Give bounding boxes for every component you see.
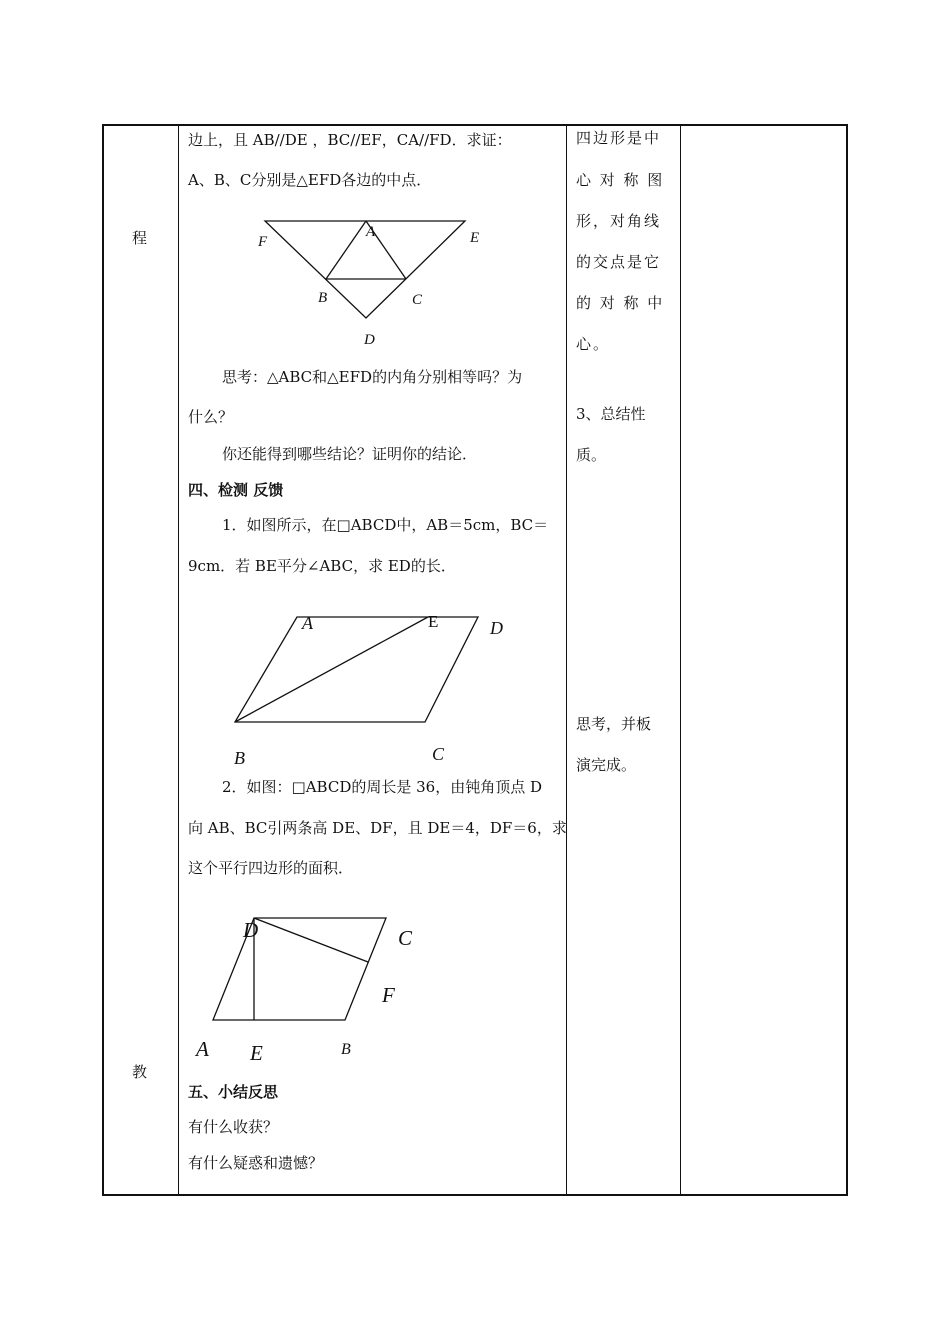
side-note-line5: 的 对 称 中	[576, 294, 665, 312]
label-D: D	[490, 618, 503, 638]
label-F: F	[258, 234, 268, 250]
label-D: D	[243, 918, 259, 942]
label-D: D	[364, 332, 375, 348]
problem-1-line1: 1．如图所示，在□ABCD中，AB＝5cm，BC＝	[222, 516, 549, 534]
problem-2-line1: 2．如图：□ABCD的周长是 36，由钝角顶点 D	[222, 778, 543, 796]
label-A: A	[196, 1037, 209, 1061]
side-note-line7: 3、总结性	[576, 405, 646, 423]
side-note-line9: 思考，并板	[576, 715, 652, 733]
label-E: E	[428, 612, 439, 631]
label-F: F	[382, 983, 395, 1007]
proof-text-line1: 边上，且 AB//DE ，BC//EF，CA//FD．求证：	[188, 131, 512, 149]
label-A: A	[302, 613, 313, 633]
section-heading-5: 五、小结反思	[188, 1083, 279, 1101]
problem-1-line2: 9cm．若 BE平分∠ABC，求 ED的长．	[188, 557, 456, 575]
process-char: 程	[132, 229, 148, 247]
reflection-line2: 有什么疑惑和遗憾？	[188, 1154, 324, 1172]
think-question-2: 你还能得到哪些结论？证明你的结论．	[222, 445, 478, 463]
side-note-line6: 心。	[576, 335, 611, 353]
label-E: E	[470, 230, 480, 246]
label-C: C	[412, 292, 423, 308]
label-A: A	[366, 224, 376, 240]
side-note-line3: 形，对角线	[576, 212, 662, 230]
label-B: B	[341, 1041, 351, 1058]
think-question-line2: 什么？	[188, 408, 234, 426]
label-C: C	[432, 744, 445, 764]
side-note-line4: 的交点是它	[576, 253, 662, 271]
teaching-char: 教	[132, 1063, 148, 1081]
reflection-line1: 有什么收获？	[188, 1118, 279, 1136]
label-C: C	[398, 926, 413, 950]
side-note-line2: 心 对 称 图	[576, 171, 665, 189]
proof-text-line2: A、B、C分别是△EFD各边的中点．	[188, 171, 432, 189]
problem-2-line2: 向 AB、BC引两条高 DE、DF，且 DE＝4，DF＝6，求	[188, 819, 567, 837]
label-B: B	[234, 748, 245, 768]
side-note-line8: 质。	[576, 446, 607, 464]
think-question-line1: 思考：△ABC和△EFD的内角分别相等吗？为	[222, 368, 523, 386]
side-note-line1: 四边形是中	[576, 129, 662, 147]
side-note-line10: 演完成。	[576, 756, 637, 774]
label-E: E	[250, 1041, 263, 1065]
label-B: B	[318, 290, 328, 306]
section-heading-4: 四、检测 反馈	[188, 481, 284, 499]
problem-2-line3: 这个平行四边形的面积．	[188, 859, 354, 877]
